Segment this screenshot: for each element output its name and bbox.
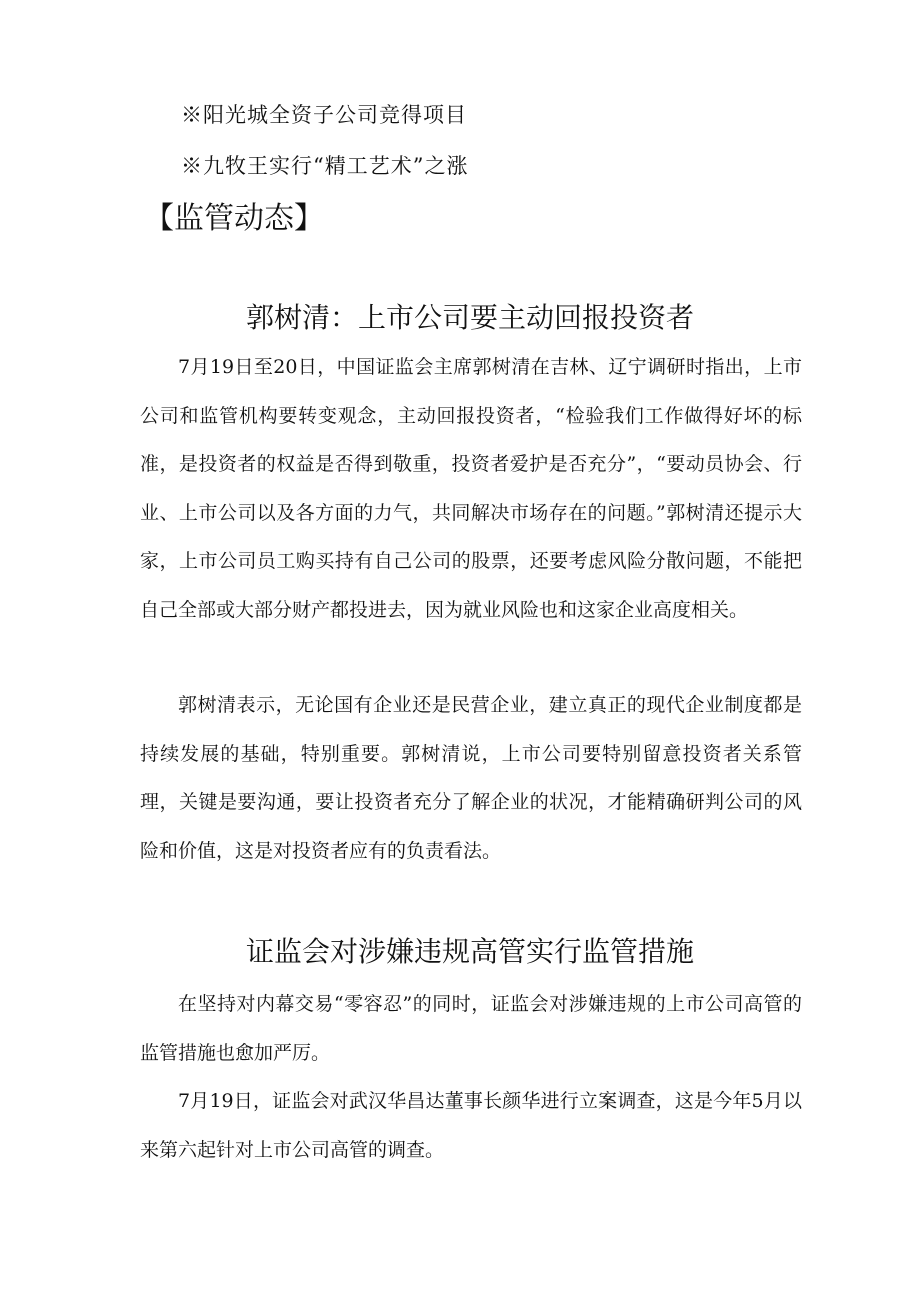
section-heading: 【监管动态】 xyxy=(144,201,324,236)
article-title: 郭树清：上市公司要主动回报投资者 xyxy=(245,301,694,334)
article-paragraph: 7月19日至20日，中国证监会主席郭树清在吉林、辽宁调研时指出，上市公司和监管机构要转变观念，主动回报投资者，“检验我们工作做得好坏的标准，是投资者的权益是否得到敬重，投资者爱护是否充分”，“要动员协会、行业、上市公司以及各方面的力气，共同解决市场存在的问题。”郭树清还提示大家，上市公司员工购买持有自己公司的股票，还要考虑风险分散问题，不能把自己全部或大部分财产都投进去，因为就业风险也和这家企业高度相关。 xyxy=(140,356,802,621)
article-title: 证监会对涉嫌违规高管实行监管措施 xyxy=(245,935,694,968)
news-bullet-item: ※阳光城全资子公司竞得项目 xyxy=(181,103,467,127)
article-paragraph: 郭树清表示，无论国有企业还是民营企业，建立真正的现代企业制度都是持续发展的基础，特别重要。郭树清说，上市公司要特别留意投资者关系管理，关键是要沟通，要让投资者充分了解企业的状况，才能精确研判公司的风险和价值，这是对投资者应有的负责看法。 xyxy=(140,694,802,862)
news-bullet-item: ※九牧王实行“精工艺术”之涨 xyxy=(181,154,469,178)
article-paragraph: 7月19日，证监会对武汉华昌达董事长颜华进行立案调查，这是今年5月以来第六起针对上市公司高管的调查。 xyxy=(140,1090,802,1161)
article-paragraph: 在坚持对内幕交易“零容忍”的同时，证监会对涉嫌违规的上市公司高管的监管措施也愈加严厉。 xyxy=(140,993,802,1064)
